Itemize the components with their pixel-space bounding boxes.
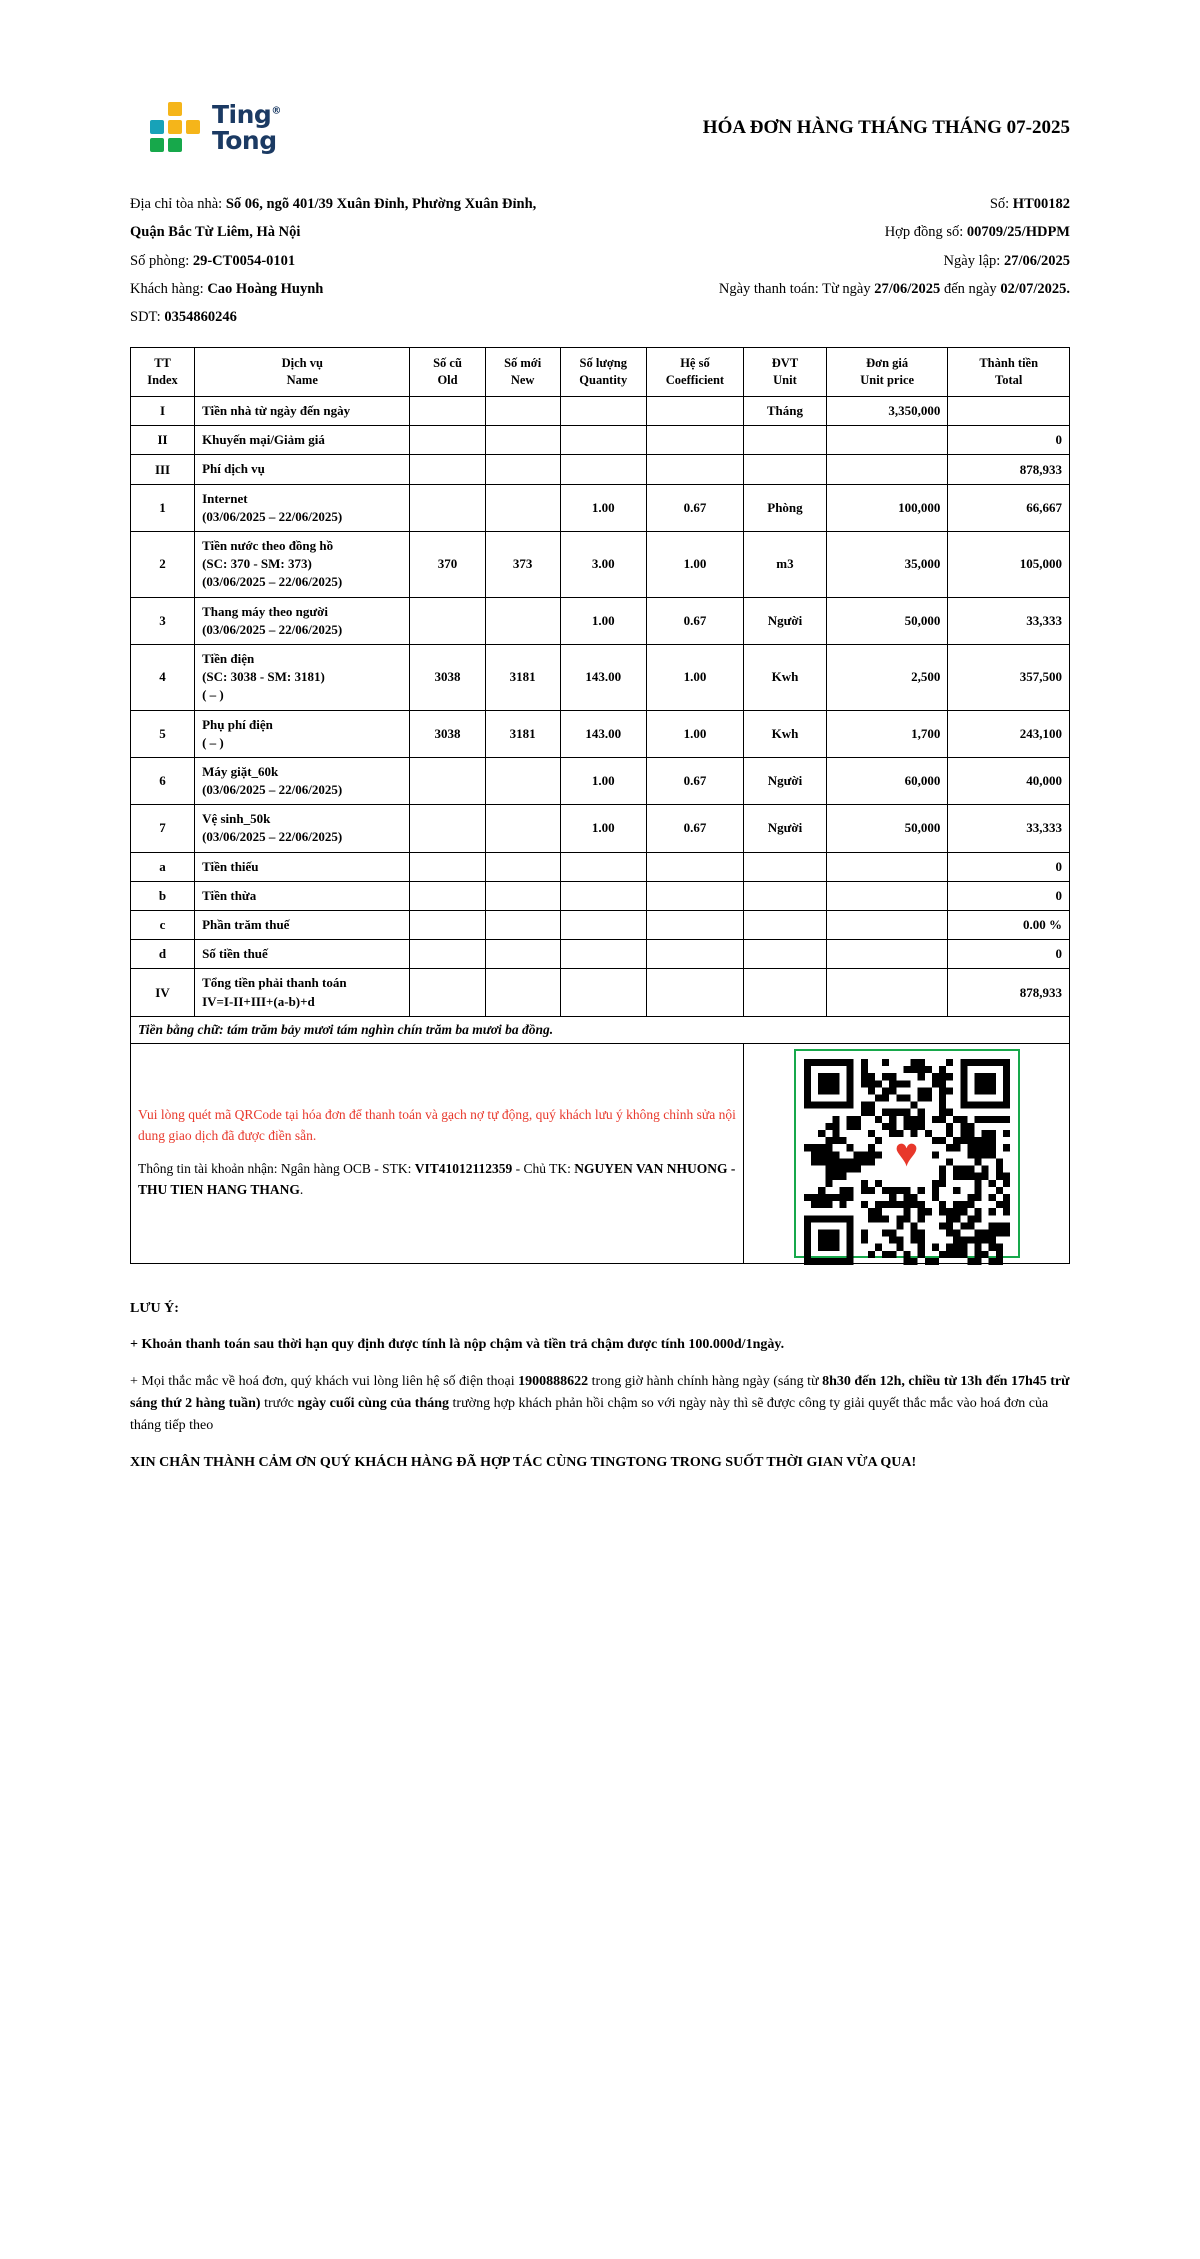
payment-row — [131, 1043, 1070, 1263]
amount-in-words: Tiền bằng chữ: tám trăm bảy mươi tám nghìn chín trăm ba mươi ba đồng. — [131, 1016, 1070, 1043]
table-row — [131, 710, 1070, 757]
table-row — [131, 484, 1070, 531]
payment-account-name: NGUYEN VAN NHUONG - THU TIEN HANG THANG — [138, 1161, 736, 1198]
cell-old — [410, 852, 485, 881]
cell-quantity: 3.00 — [560, 532, 646, 598]
payment-red-note: Vui lòng quét mã QRCode tại hóa đơn để thanh toán và gạch nợ tự động, quý khách lưu ý không chỉnh sửa nội dung giao dịch đã được điền sẵn. — [138, 1107, 736, 1144]
table-row — [131, 881, 1070, 910]
cell-quantity — [560, 969, 646, 1016]
phone-label: SDT: — [130, 309, 161, 326]
cell-name: Tiền thừa — [195, 881, 410, 910]
cell-total: 40,000 — [948, 757, 1070, 804]
cell-total: 0 — [948, 426, 1070, 455]
address-label: Địa chỉ tòa nhà: — [130, 196, 223, 212]
invoice-table — [130, 347, 1070, 1263]
cell-name-sub: (03/06/2025 – 22/06/2025) — [202, 574, 343, 590]
table-row — [131, 532, 1070, 598]
cell-old: 3038 — [410, 710, 485, 757]
cell-old — [410, 805, 485, 852]
table-row — [131, 597, 1070, 644]
cell-total: 243,100 — [948, 710, 1070, 757]
cell-name-sub: IV=I-II+III+(a-b)+d — [202, 993, 315, 1009]
cell-old — [410, 969, 485, 1016]
cell-unit-price: 60,000 — [826, 757, 948, 804]
cell-unit-price: 50,000 — [826, 805, 948, 852]
payment-account-info — [138, 1159, 736, 1201]
th-unit: ĐVT Unit — [744, 348, 827, 397]
cell-coefficient — [646, 852, 743, 881]
cell-unit-price — [826, 911, 948, 940]
th-total: Thành tiền Total — [948, 348, 1070, 397]
cell-unit-price — [826, 969, 948, 1016]
cell-name-sub: (03/06/2025 – 22/06/2025) — [202, 508, 343, 524]
cell-old — [410, 397, 485, 426]
cell-name: Internet (03/06/2025 – 22/06/2025) — [195, 484, 410, 531]
cell-name-sub: (SC: 370 - SM: 373) — [202, 556, 312, 572]
heart-icon: ♥ — [894, 1130, 919, 1176]
table-row — [131, 969, 1070, 1016]
cell-new — [485, 455, 560, 484]
cell-new — [485, 426, 560, 455]
cell-new — [485, 597, 560, 644]
cell-new — [485, 757, 560, 804]
cell-name: Tiền nhà từ ngày đến ngày — [195, 397, 410, 426]
cell-old — [410, 597, 485, 644]
cell-name: Máy giặt_60k (03/06/2025 – 22/06/2025) — [195, 757, 410, 804]
thanks-message: XIN CHÂN THÀNH CẢM ƠN QUÝ KHÁCH HÀNG ĐÃ HỢP TÁC CÙNG TINGTONG TRONG SUỐT THỜI GIAN VỪA QUA! — [130, 1454, 917, 1470]
cell-unit — [744, 455, 827, 484]
cell-coefficient: 1.00 — [646, 710, 743, 757]
cell-quantity — [560, 881, 646, 910]
cell-total: 0 — [948, 881, 1070, 910]
cell-unit — [744, 940, 827, 969]
room-value: 29-CT0054-0101 — [192, 252, 296, 269]
cell-name: Thang máy theo người (03/06/2025 – 22/06/2025) — [195, 597, 410, 644]
th-new: Số mới New — [485, 348, 560, 397]
cell-total: 33,333 — [948, 597, 1070, 644]
issue-date-label: Ngày lập: — [943, 252, 1001, 269]
table-row — [131, 644, 1070, 710]
cell-total: 0.00 % — [948, 911, 1070, 940]
cell-total: 878,933 — [948, 455, 1070, 484]
table-header-row — [131, 348, 1070, 397]
cell-index: 3 — [131, 597, 195, 644]
cell-new: 3181 — [485, 710, 560, 757]
cell-old — [410, 484, 485, 531]
cell-name: Khuyến mại/Giảm giá — [195, 426, 410, 455]
cell-name: Tiền điện (SC: 3038 - SM: 3181) ( – ) — [195, 644, 410, 710]
cell-new — [485, 911, 560, 940]
invoice-meta — [130, 190, 1070, 331]
cell-name: Tổng tiền phải thanh toán IV=I-II+III+(a-b)+d — [195, 969, 410, 1016]
cell-quantity: 1.00 — [560, 484, 646, 531]
brand-name-line2: Tong — [212, 126, 277, 155]
cell-old: 3038 — [410, 644, 485, 710]
cell-unit-price: 3,350,000 — [826, 397, 948, 426]
cell-name-sub: (03/06/2025 – 22/06/2025) — [202, 782, 343, 798]
cell-quantity — [560, 911, 646, 940]
cell-name-sub: (03/06/2025 – 22/06/2025) — [202, 829, 343, 845]
cell-new — [485, 940, 560, 969]
cell-new — [485, 805, 560, 852]
cell-old — [410, 455, 485, 484]
cell-unit-price — [826, 455, 948, 484]
cell-quantity: 1.00 — [560, 757, 646, 804]
notes-heading: LƯU Ý: — [130, 1300, 179, 1316]
cell-quantity — [560, 852, 646, 881]
payment-date-from: 27/06/2025 — [874, 280, 941, 297]
cell-quantity — [560, 940, 646, 969]
cell-coefficient: 0.67 — [646, 757, 743, 804]
cell-unit-price — [826, 940, 948, 969]
cell-unit-price: 50,000 — [826, 597, 948, 644]
cell-unit-price — [826, 881, 948, 910]
cell-index: 7 — [131, 805, 195, 852]
cell-coefficient: 1.00 — [646, 644, 743, 710]
cell-name: Phụ phí điện ( – ) — [195, 710, 410, 757]
payment-info-suffix: . — [299, 1182, 304, 1198]
invoice-notes — [130, 1298, 1070, 1473]
cell-index: c — [131, 911, 195, 940]
brand-name-line1: Ting — [212, 99, 272, 129]
note-support-c: trước — [260, 1395, 298, 1411]
cell-unit-price: 2,500 — [826, 644, 948, 710]
cell-unit-price: 35,000 — [826, 532, 948, 598]
payment-date-to: 02/07/2025. — [1000, 280, 1070, 297]
qr-cell — [744, 1043, 1070, 1263]
cell-coefficient: 0.67 — [646, 597, 743, 644]
cell-total: 66,667 — [948, 484, 1070, 531]
cell-name: Phần trăm thuế — [195, 911, 410, 940]
cell-new — [485, 881, 560, 910]
cell-coefficient — [646, 940, 743, 969]
cell-index: b — [131, 881, 195, 910]
cell-unit — [744, 426, 827, 455]
note-late-payment: + Khoản thanh toán sau thời hạn quy định được tính là nộp chậm và tiền trả chậm được tính 100.000d/1ngày. — [130, 1337, 785, 1353]
cell-old — [410, 940, 485, 969]
cell-name-sub: (SC: 3038 - SM: 3181) — [202, 669, 325, 685]
cell-coefficient — [646, 455, 743, 484]
page-title: HÓA ĐƠN HÀNG THÁNG THÁNG 07-2025 — [702, 117, 1070, 138]
contract-value: 00709/25/HDPM — [966, 224, 1070, 241]
brand-registered-icon: ® — [271, 105, 281, 117]
table-row — [131, 911, 1070, 940]
cell-old: 370 — [410, 532, 485, 598]
cell-quantity: 143.00 — [560, 710, 646, 757]
cell-unit-price: 100,000 — [826, 484, 948, 531]
invoice-header — [130, 100, 1070, 156]
th-quantity: Số lượng Quantity — [560, 348, 646, 397]
cell-new — [485, 852, 560, 881]
cell-total — [948, 397, 1070, 426]
cell-unit: Người — [744, 805, 827, 852]
table-row — [131, 805, 1070, 852]
contract-label: Hợp đồng số: — [884, 224, 964, 241]
cell-name: Vệ sinh_50k (03/06/2025 – 22/06/2025) — [195, 805, 410, 852]
table-body — [131, 397, 1070, 1017]
support-deadline: ngày cuối cùng của tháng — [297, 1395, 450, 1411]
note-support-a: + Mọi thắc mắc về hoá đơn, quý khách vui lòng liên hệ số điện thoại — [130, 1373, 519, 1389]
support-hours: 8h30 đến 12h, chiều từ 13h đến 17h45 trừ sáng thứ 2 hàng tuần) — [130, 1373, 1070, 1411]
cell-new — [485, 484, 560, 531]
cell-coefficient — [646, 397, 743, 426]
cell-new — [485, 397, 560, 426]
customer-label: Khách hàng: — [130, 280, 204, 297]
cell-coefficient — [646, 426, 743, 455]
cell-new: 373 — [485, 532, 560, 598]
cell-index: a — [131, 852, 195, 881]
cell-old — [410, 757, 485, 804]
th-index: TT Index — [131, 348, 195, 397]
cell-name: Tiền thiếu — [195, 852, 410, 881]
cell-quantity — [560, 426, 646, 455]
payment-date-label: Ngày thanh toán: Từ ngày — [718, 280, 871, 297]
address-value-line2: Quận Bắc Từ Liêm, Hà Nội — [130, 224, 301, 241]
table-row — [131, 940, 1070, 969]
cell-total: 105,000 — [948, 532, 1070, 598]
cell-coefficient — [646, 969, 743, 1016]
th-old: Số cũ Old — [410, 348, 485, 397]
payment-account-number: VIT41012112359 — [414, 1161, 513, 1177]
customer-value: Cao Hoàng Huynh — [207, 280, 324, 297]
cell-unit: Tháng — [744, 397, 827, 426]
cell-unit — [744, 852, 827, 881]
cell-coefficient — [646, 911, 743, 940]
cell-old — [410, 881, 485, 910]
table-row — [131, 397, 1070, 426]
payment-date-mid: đến ngày — [943, 280, 997, 297]
cell-index: 1 — [131, 484, 195, 531]
table-row — [131, 757, 1070, 804]
amount-in-words-row — [131, 1016, 1070, 1043]
cell-index: I — [131, 397, 195, 426]
cell-index: 2 — [131, 532, 195, 598]
cell-unit-price — [826, 426, 948, 455]
cell-unit: Người — [744, 597, 827, 644]
cell-total: 357,500 — [948, 644, 1070, 710]
table-row — [131, 426, 1070, 455]
cell-name-sub: ( – ) — [202, 734, 224, 750]
table-row — [131, 455, 1070, 484]
cell-index: II — [131, 426, 195, 455]
note-support-b: trong giờ hành chính hàng ngày (sáng từ — [588, 1373, 823, 1389]
cell-unit — [744, 911, 827, 940]
cell-coefficient: 1.00 — [646, 532, 743, 598]
cell-index: 5 — [131, 710, 195, 757]
payment-info-prefix: Thông tin tài khoản nhận: Ngân hàng OCB - STK: — [138, 1161, 412, 1177]
so-label: Số: — [989, 196, 1010, 212]
so-value: HT00182 — [1012, 196, 1070, 212]
cell-quantity: 1.00 — [560, 805, 646, 852]
cell-index: 6 — [131, 757, 195, 804]
note-support-d: trường hợp khách phản hồi chậm so với ngày này thì sẽ được công ty giải quyết thắc mắc vào hoá đơn của tháng tiếp theo — [130, 1395, 1049, 1434]
cell-quantity: 143.00 — [560, 644, 646, 710]
cell-old — [410, 911, 485, 940]
cell-new — [485, 969, 560, 1016]
cell-name-sub: ( – ) — [202, 687, 224, 703]
cell-name-sub: (03/06/2025 – 22/06/2025) — [202, 621, 343, 637]
cell-index: IV — [131, 969, 195, 1016]
tingtong-logo-icon — [148, 100, 204, 156]
cell-quantity — [560, 455, 646, 484]
cell-coefficient: 0.67 — [646, 484, 743, 531]
cell-total: 878,933 — [948, 969, 1070, 1016]
support-phone: 1900888622 — [518, 1373, 589, 1389]
th-unit-price: Đơn giá Unit price — [826, 348, 948, 397]
cell-new: 3181 — [485, 644, 560, 710]
cell-coefficient: 0.67 — [646, 805, 743, 852]
cell-total: 0 — [948, 852, 1070, 881]
cell-quantity — [560, 397, 646, 426]
cell-unit: Phòng — [744, 484, 827, 531]
cell-quantity: 1.00 — [560, 597, 646, 644]
note-support — [130, 1371, 1070, 1438]
issue-date-value: 27/06/2025 — [1003, 252, 1070, 269]
cell-unit-price — [826, 852, 948, 881]
th-name: Dịch vụ Name — [195, 348, 410, 397]
cell-old — [410, 426, 485, 455]
cell-unit — [744, 881, 827, 910]
room-label: Số phòng: — [130, 252, 190, 269]
payment-info-cell — [131, 1043, 744, 1263]
cell-unit: Người — [744, 757, 827, 804]
table-row — [131, 852, 1070, 881]
cell-unit-price: 1,700 — [826, 710, 948, 757]
qr-code[interactable] — [794, 1049, 1020, 1258]
cell-unit — [744, 969, 827, 1016]
payment-info-mid: - Chủ TK: — [515, 1161, 571, 1177]
brand-name — [212, 99, 281, 155]
cell-coefficient — [646, 881, 743, 910]
address-value-line1: Số 06, ngõ 401/39 Xuân Đỉnh, Phường Xuân Đỉnh, — [225, 196, 537, 212]
cell-name: Tiền nước theo đồng hồ (SC: 370 - SM: 373) (03/06/2025 – 22/06/2025) — [195, 532, 410, 598]
cell-unit: Kwh — [744, 644, 827, 710]
brand-logo — [130, 100, 281, 156]
cell-total: 33,333 — [948, 805, 1070, 852]
cell-name: Số tiền thuế — [195, 940, 410, 969]
cell-index: d — [131, 940, 195, 969]
th-coefficient: Hệ số Coefficient — [646, 348, 743, 397]
cell-index: 4 — [131, 644, 195, 710]
cell-index: III — [131, 455, 195, 484]
phone-value: 0354860246 — [164, 309, 237, 326]
cell-total: 0 — [948, 940, 1070, 969]
cell-unit: m3 — [744, 532, 827, 598]
cell-unit: Kwh — [744, 710, 827, 757]
cell-name: Phí dịch vụ — [195, 455, 410, 484]
